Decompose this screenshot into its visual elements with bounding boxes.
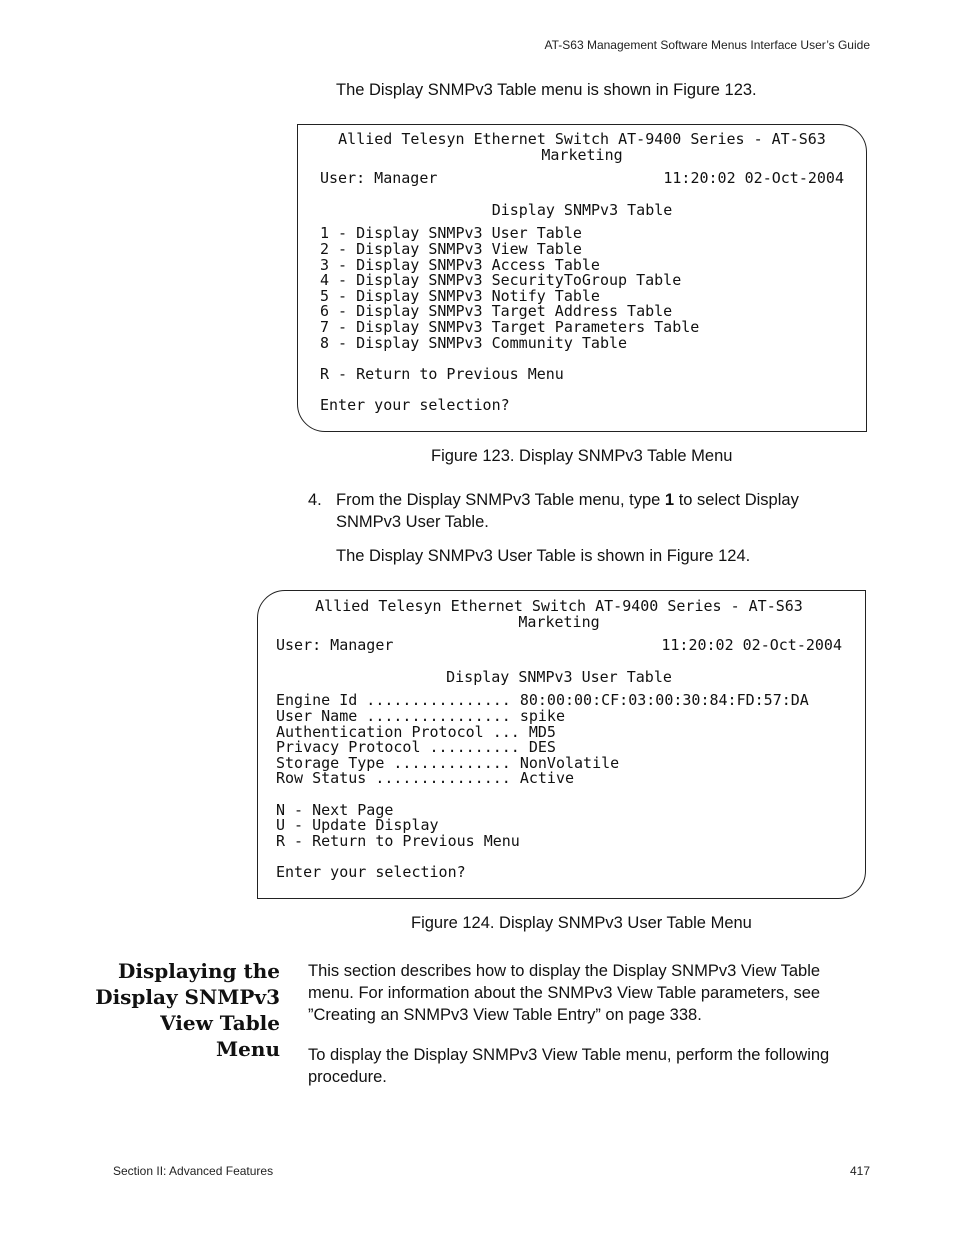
menu-item-view-table[interactable]: 2 - Display SNMPv3 View Table [320, 239, 582, 258]
menu-item-update-display[interactable]: U - Update Display [276, 816, 439, 835]
menu-item-next-page[interactable]: N - Next Page [276, 800, 394, 819]
section-heading-line: View Table [160, 1011, 280, 1035]
menu-item-target-parameters-table[interactable]: 7 - Display SNMPv3 Target Parameters Table [320, 317, 700, 336]
menu-item-notify-table[interactable]: 5 - Display SNMPv3 Notify Table [320, 286, 600, 305]
menu-item-community-table[interactable]: 8 - Display SNMPv3 Community Table [320, 333, 628, 352]
field-storage-type: Storage Type ............. NonVolatile [276, 753, 620, 772]
step-text-line-2: SNMPv3 User Table. [336, 513, 489, 531]
step-text-before: From the Display SNMPv3 Table menu, type [336, 491, 665, 509]
step-4-text [336, 489, 856, 533]
page-number: 417 [849, 1164, 870, 1178]
step-bold-key: 1 [664, 491, 675, 509]
menu-item-securitytogroup-table[interactable]: 4 - Display SNMPv3 SecurityToGroup Table [320, 271, 682, 290]
screen-title-line-1: Allied Telesyn Ethernet Switch AT-9400 Series - AT-S63 [338, 130, 826, 148]
menu-item-return[interactable]: R - Return to Previous Menu [320, 364, 564, 383]
intro-paragraph-2: The Display SNMPv3 User Table is shown in Figure 124. [336, 547, 751, 565]
field-authentication-protocol: Authentication Protocol ... MD5 [276, 722, 556, 741]
menu-item-target-address-table[interactable]: 6 - Display SNMPv3 Target Address Table [320, 302, 673, 321]
screen-title-line-2: Marketing [518, 612, 600, 631]
section-heading-line: Display SNMPv3 [95, 985, 280, 1009]
screen-user: User: Manager [276, 636, 394, 655]
section-heading [50, 958, 280, 1062]
selection-prompt[interactable]: Enter your selection? [276, 862, 466, 881]
screen-datetime: 11:20:02 02-Oct-2004 [661, 636, 842, 655]
paragraph-line: procedure. [308, 1068, 387, 1086]
selection-prompt[interactable]: Enter your selection? [320, 395, 510, 414]
menu-item-access-table[interactable]: 3 - Display SNMPv3 Access Table [320, 255, 600, 274]
step-number: 4. [308, 491, 322, 509]
field-row-status: Row Status ............... Active [276, 769, 575, 788]
paragraph-line: To display the Display SNMPv3 View Table menu, perform the following [308, 1046, 830, 1064]
screen-title-line-1: Allied Telesyn Ethernet Switch AT-9400 Series - AT-S63 [315, 597, 803, 615]
terminal-screen-snmpv3-user-table [257, 590, 866, 899]
section-heading-line: Menu [216, 1037, 280, 1061]
screen-user: User: Manager [320, 169, 438, 188]
step-text-after: to select Display [674, 491, 799, 509]
screen-menu-title: Display SNMPv3 Table [491, 200, 673, 219]
screen-menu-title: Display SNMPv3 User Table [446, 667, 672, 686]
section-heading-line: Displaying the [118, 959, 280, 983]
figure-124-caption: Figure 124. Display SNMPv3 User Table Menu [411, 914, 752, 932]
paragraph-line: ”Creating an SNMPv3 View Table Entry” on page 338. [308, 1006, 702, 1024]
field-user-name: User Name ................ spike [276, 706, 565, 725]
screen-datetime: 11:20:02 02-Oct-2004 [663, 169, 844, 188]
figure-123-caption: Figure 123. Display SNMPv3 Table Menu [431, 447, 733, 465]
screen-title-line-2: Marketing [541, 145, 623, 164]
field-privacy-protocol: Privacy Protocol .......... DES [276, 738, 556, 757]
paragraph-line: menu. For information about the SNMPv3 View Table parameters, see [308, 984, 821, 1002]
section-paragraph-2 [308, 1044, 878, 1088]
running-header: AT-S63 Management Software Menus Interface User’s Guide [544, 38, 870, 52]
intro-paragraph-1: The Display SNMPv3 Table menu is shown in Figure 123. [336, 81, 757, 99]
menu-item-user-table[interactable]: 1 - Display SNMPv3 User Table [320, 224, 582, 243]
field-engine-id: Engine Id ................ 80:00:00:CF:03:00:30:84:FD:57:DA [276, 691, 809, 710]
footer-section: Section II: Advanced Features [113, 1164, 274, 1178]
paragraph-line: This section describes how to display the Display SNMPv3 View Table [308, 962, 821, 980]
section-paragraph-1 [308, 960, 878, 1026]
terminal-screen-snmpv3-table [297, 124, 867, 432]
menu-item-return[interactable]: R - Return to Previous Menu [276, 831, 520, 850]
